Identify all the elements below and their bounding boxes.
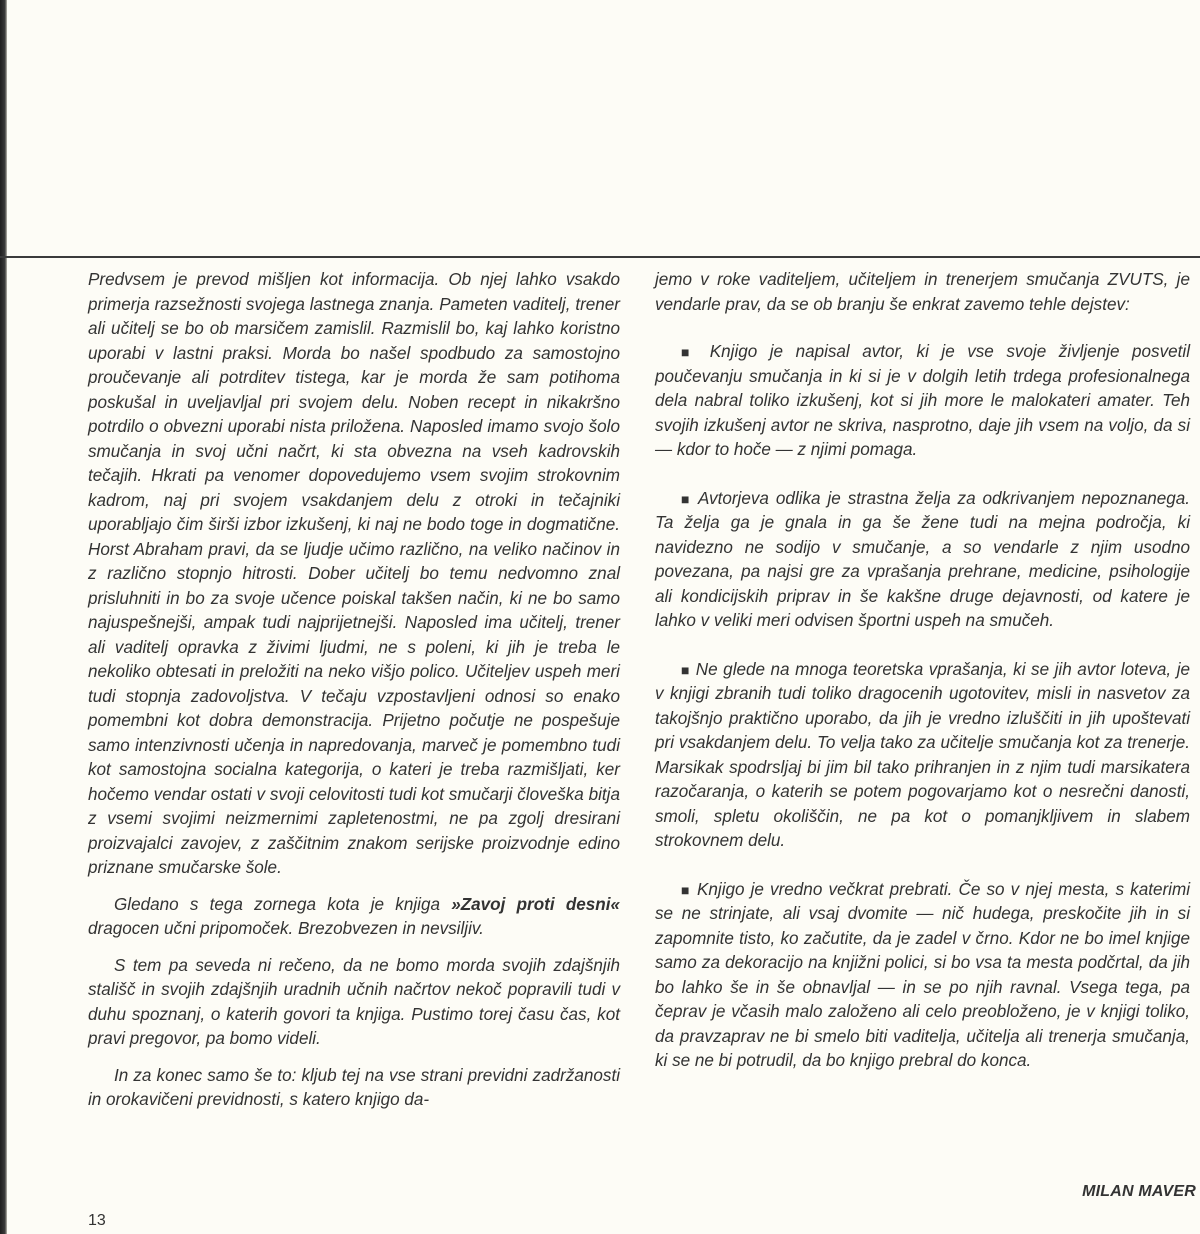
book-spine-edge (0, 0, 7, 1234)
author-signature: MILAN MAVER (1082, 1183, 1196, 1200)
square-bullet-icon: ■ (681, 661, 691, 678)
bullet-paragraph-3 (655, 658, 1190, 854)
bullet-text: Ne glede na mnoga teoretska vprašanja, ki se jih avtor loteva, je v knjigi zbranih tudi toliko dragocenih ugotovitev, misli in nasvetov za takojšnjo praktično uporabo, da jih je vredno izluščiti in jih upoštevati pri vsakdanjem delu. To velja tako za učitelje smučanja kot za trenerje. Marsikak spodrsljaj bi jim bil tako prihranjen in z njim tudi marsikatera razočaranja, o katerih se potem pogovarjamo kot o nesrečni danosti, smoli, spletu okoliščin, ne pa kot o pomanjkljivem in slabem strokovnem delu. (655, 659, 1191, 850)
bullet-text: Avtorjeva odlika je strastna želja za odkrivanjem nepoznanega. Ta želja ga je gnala in ga še žene tudi na mejna področja, ki navidezno ne sodijo v smučanje, a so vendarle z njim usodno povezana, pa najsi gre za vprašanja prehrane, medicine, psihologije ali kondicijskih priprav in še kakšne druge dejavnosti, od katere je lahko v veliki meri odvisen športni uspeh na smučeh. (655, 488, 1190, 630)
bullet-text: Knjigo je napisal avtor, ki je vse svoje življenje posvetil poučevanju smučanja in ki si je v dolgih letih trdega profesionalnega dela nabral toliko izkušenj, kot si jih more le malokateri amater. Teh svojih izkušenj avtor ne skriva, nasprotno, daje jih vsem na voljo, da si — kdor to hoče — z njimi pomaga. (655, 342, 1190, 459)
bullet-paragraph-4 (655, 878, 1190, 1074)
horizontal-rule (0, 256, 1200, 258)
bullet-text: Knjigo je vredno večkrat prebrati. Če so v njej mesta, s katerimi se ne strinjate, ali vsaj dvomite — nič hudega, preskočite jih in si zapomnite tisto, ko začutite, da je zadel v črno. Kdor ne bo imel knjige samo za dekoracijo na knjižni polici, si bo vsa ta mesta podčrtal, da jih bo lahko še in še obnavljal — in se po njih ravnal. Vsega tega, pa čeprav je včasih malo založeno ali celo preobloženo, je v knjigi toliko, da pravzaprav ne bi smelo biti vaditelja, učitelja ali trenerja smučanja, ki se ne bi potrudil, da bo knjigo prebral do konca. (655, 879, 1191, 1070)
bullet-paragraph-1 (655, 340, 1190, 463)
square-bullet-icon: ■ (681, 490, 692, 507)
square-bullet-icon: ■ (681, 344, 698, 360)
book-title: »Zavoj proti desni« (451, 894, 620, 914)
paragraph-4: In za konec samo še to: kljub tej na vse strani previdni zadržanosti in orokavičeni previdnosti, s katero knjigo da- (88, 1065, 620, 1109)
square-bullet-icon: ■ (681, 881, 691, 898)
right-column (655, 268, 1190, 1074)
right-intro: jemo v roke vaditeljem, učiteljem in trenerjem smučanja ZVUTS, je vendarle prav, da se ob branju še enkrat zavemo tehle dejstev: (655, 270, 1190, 314)
left-column (88, 268, 620, 1113)
paragraph-2-end: dragocen učni pripomoček. Brezobvezen in nevsiljiv. (88, 919, 484, 938)
paragraph-3: S tem pa seveda ni rečeno, da ne bomo morda svojih zdajšnjih stališč in svojih zdajšnjih uradnih učnih načrtov nekoč popravili tudi v duhu spoznanj, o katerih govori ta knjiga. Pustimo torej času čas, kot pravi pregovor, pa bomo videli. (88, 955, 620, 1048)
paragraph-2-start: Gledano s tega zornega kota je knjiga (114, 894, 452, 914)
bullet-paragraph-2 (655, 487, 1190, 634)
page-number: 13 (88, 1212, 106, 1229)
paragraph-1: Predvsem je prevod mišljen kot informacija. Ob njej lahko vsakdo primerja razsežnosti svojega lastnega znanja. Pameten vaditelj, trener ali učitelj se bo ob marsičem zamislil. Razmislil bo, kaj lahko koristno uporabi v lastni praksi. Morda bo našel spodbudo za samostojno proučevanje ali potrditev tistega, kar je morda že sam potihoma poskušal in uveljavljal pri svojem delu. Noben recept in nikakršno potrdilo o obvezni uporabi nista priložena. Naposled imamo svojo šolo smučanja in svoj učni načrt, ki sta obvezna na vseh kadrovskih tečajih. Hkrati pa venomer dopovedujemo vsem svojim strokovnim kadrom, naj pri svojem vsakdanjem delu z otroki in tečajniki uporabljajo čim širši izbor izkušenj, ki naj ne bodo toge in dogmatične. Horst Abraham pravi, da se ljudje učimo različno, na veliko načinov in z različno stopnjo hitrosti. Dober učitelj bo temu nedvomno znal prisluhniti in bo za svoje učence poiskal takšen način, ki ne bo samo najuspešnejši, ampak tudi najprijetnejši. Naposled ima učitelj, trener ali vaditelj opravka z živimi ljudmi, ne s poleni, ki jih je treba le nekoliko obtesati in preložiti na neko višjo polico. Učiteljev uspeh meri tudi stopnja zadovoljstva. V tečaju vzpostavljeni odnosi so enako pomembni kot dobra demonstracija. Prijetno počutje ne pospešuje samo intenzivnosti učenja in napredovanja, marveč je pomembno tudi kot samostojna socialna kategorija, o kateri je treba razmišljati, ker hočemo vendar ostati v svoji celovitosti tudi kot smučarji človeška bitja z vsemi svojimi neizmernimi zapletenostmi, ne pa zgolj dresirani proizvajalci zavojev, z zaščitnim znakom serijske proizvodnje edino priznane smučarske šole. (88, 270, 620, 877)
paragraph-2 (88, 893, 620, 942)
